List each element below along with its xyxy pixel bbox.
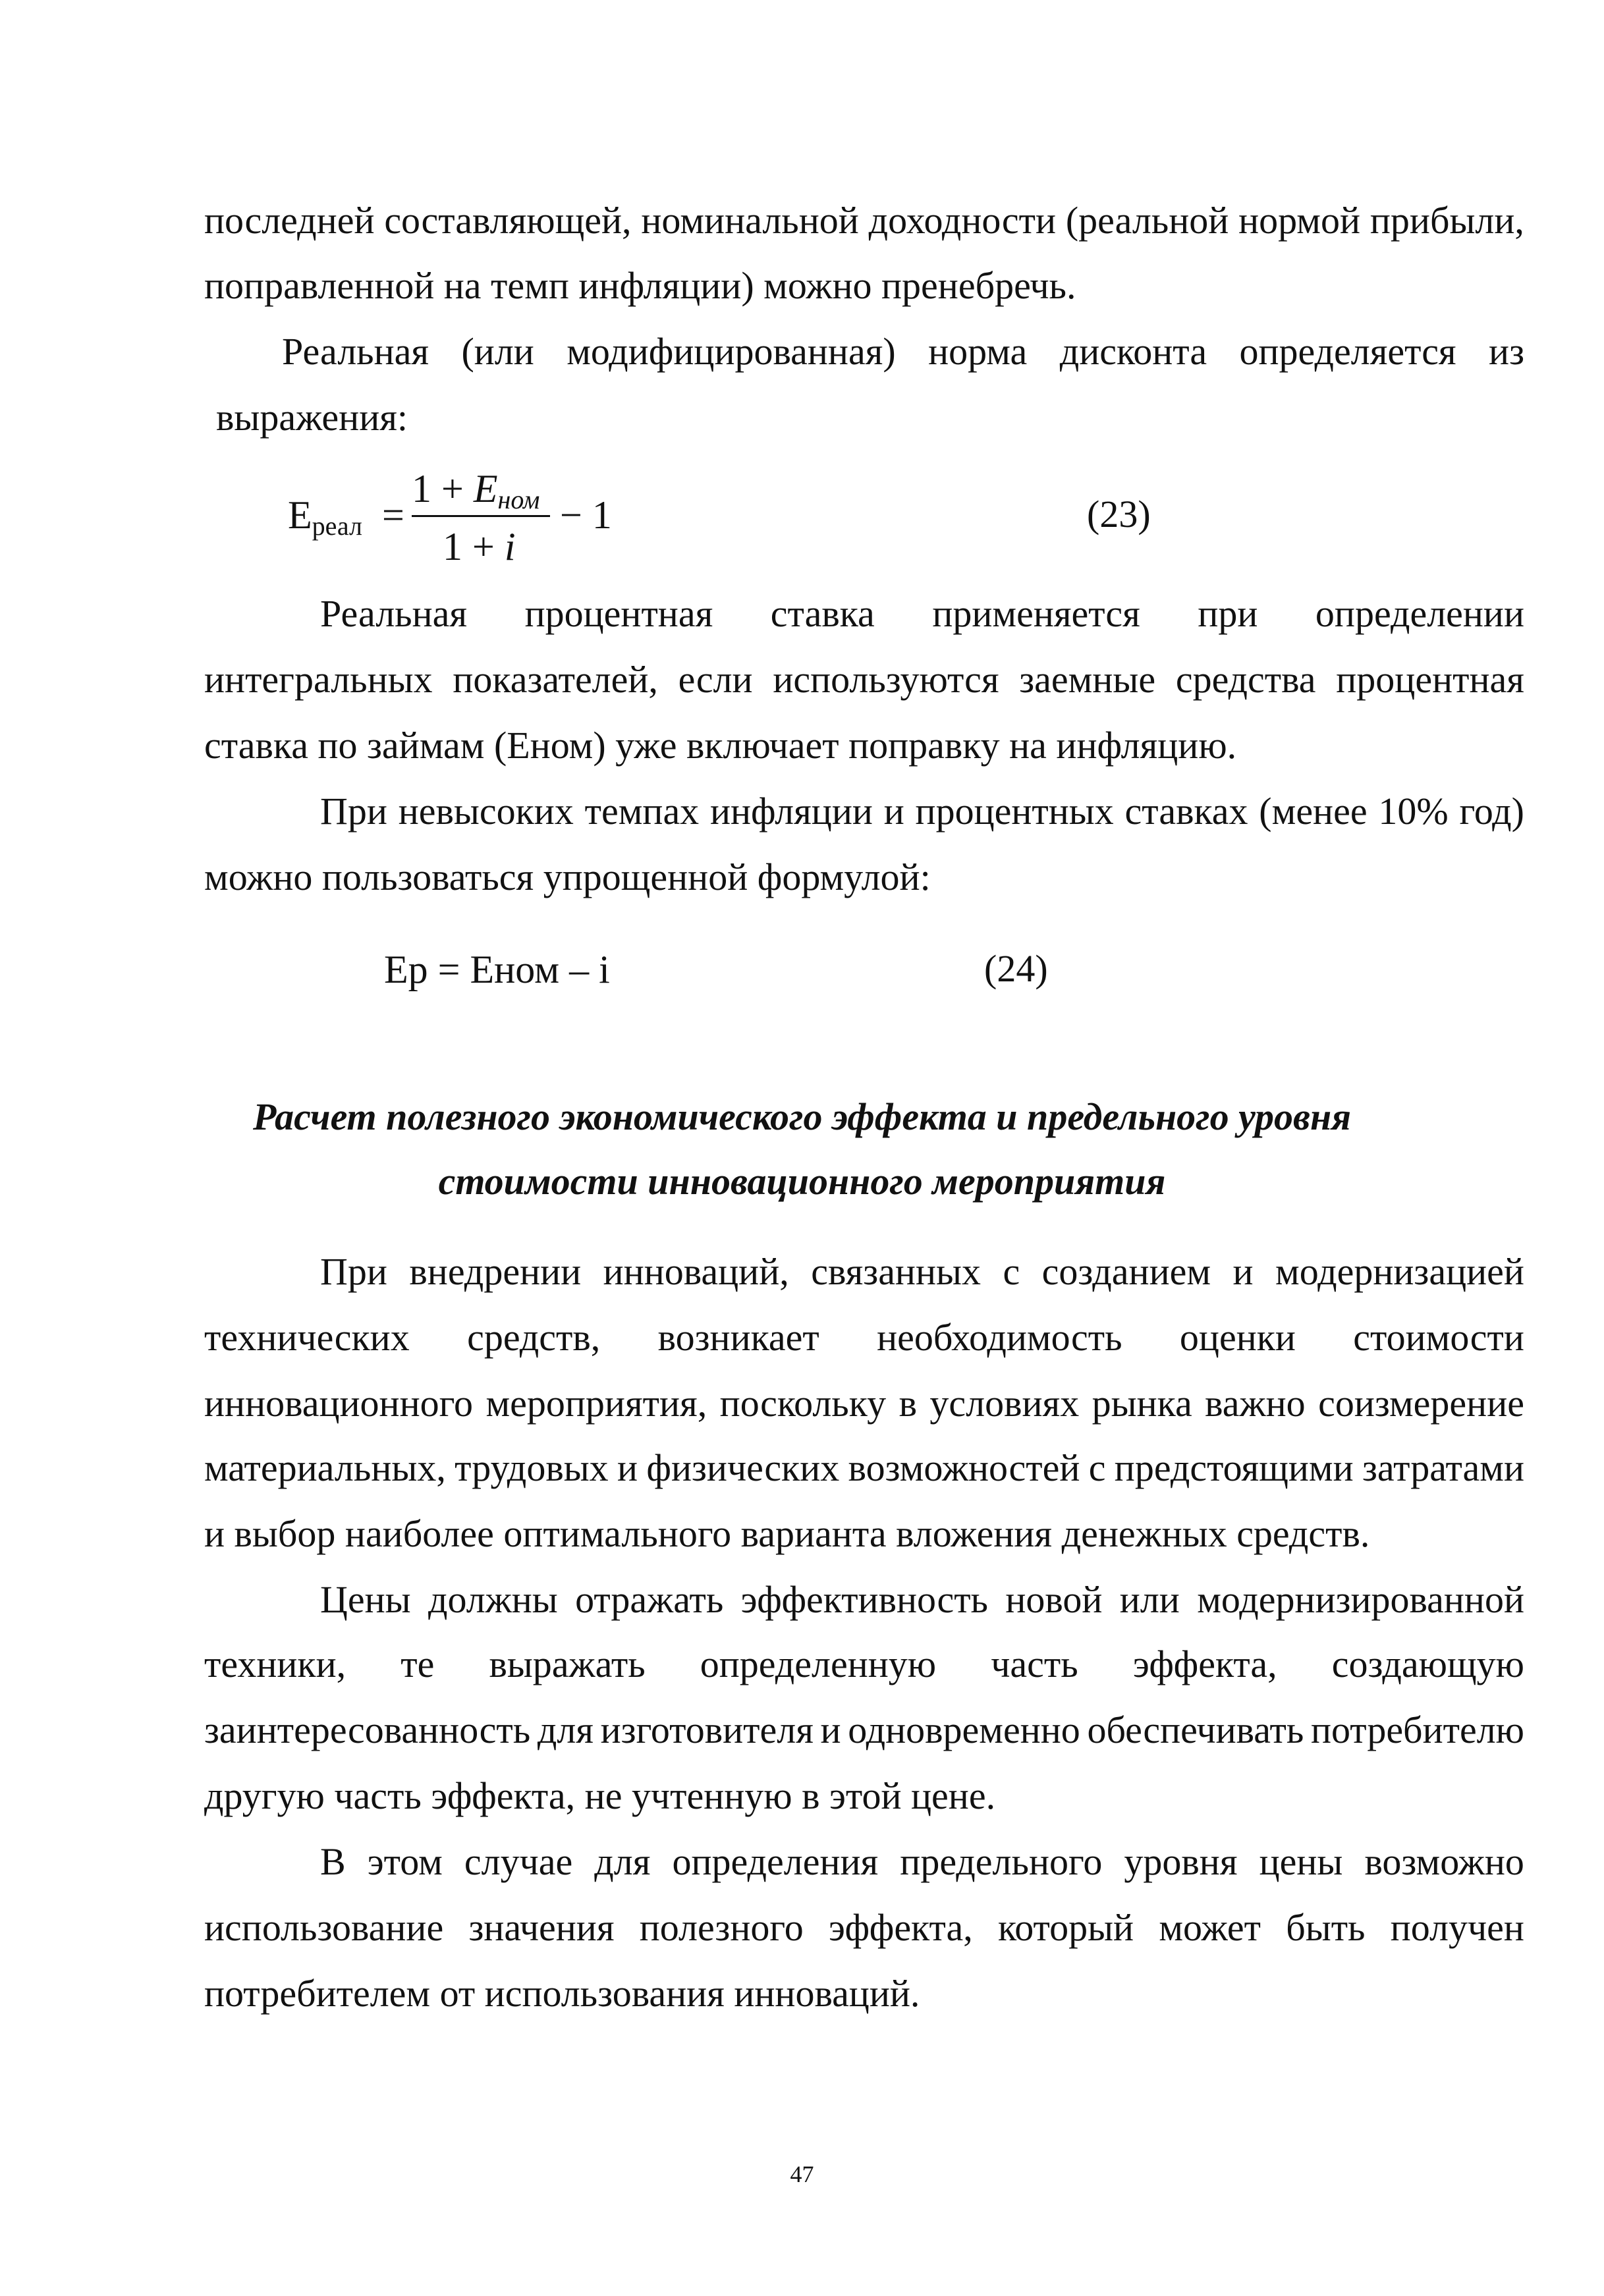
word: используются	[773, 658, 999, 701]
word: показателей,	[453, 658, 658, 701]
para6-line3	[204, 1708, 1524, 1751]
word: значения	[468, 1906, 615, 1949]
word: ставка	[770, 592, 875, 635]
word: для	[537, 1708, 594, 1751]
word: предстоящими	[1114, 1446, 1354, 1489]
para6-line1	[320, 1578, 1524, 1621]
word: темпах	[584, 790, 700, 833]
word: мероприятия,	[485, 1382, 707, 1425]
word: доходности	[868, 199, 1056, 242]
para5-line1	[320, 1250, 1524, 1293]
word: применяется	[932, 592, 1140, 635]
para7-line1	[320, 1840, 1524, 1883]
formula-23-lhs-sub: реал	[312, 511, 362, 541]
formula-23-lhs-letter: E	[288, 493, 312, 537]
word: год)	[1459, 790, 1524, 833]
word: трудовых	[455, 1446, 609, 1489]
word: те	[401, 1643, 435, 1685]
word: и	[883, 790, 904, 833]
word: физических	[646, 1446, 840, 1489]
formula-24: Ep = Еном – i	[384, 948, 610, 991]
para2-line1	[282, 330, 1524, 373]
word: средства	[1175, 658, 1316, 701]
word: модернизацией	[1275, 1250, 1524, 1293]
para1-line2: поправленной на темп инфляции) можно пренебречь.	[204, 264, 1076, 307]
word: техники,	[204, 1643, 346, 1685]
formula-23-denominator-one: 1 +	[443, 525, 505, 568]
para7-line2	[204, 1906, 1524, 1949]
word: с	[1003, 1250, 1020, 1293]
word: отражать	[575, 1578, 724, 1621]
word: (или	[461, 330, 534, 373]
formula-23-numerator	[412, 467, 540, 514]
formula-24-number: (24)	[984, 947, 1048, 990]
word: одновременно	[848, 1708, 1080, 1751]
word: определения	[672, 1840, 879, 1883]
word: созданием	[1041, 1250, 1211, 1293]
word: случае	[464, 1840, 573, 1883]
word: может	[1159, 1906, 1261, 1949]
word: процентных	[915, 790, 1114, 833]
formula-23-denominator	[443, 527, 516, 566]
word: дисконта	[1059, 330, 1207, 373]
para2-line2: выражения:	[216, 396, 408, 439]
word: норма	[928, 330, 1028, 373]
word: поскольку	[719, 1382, 887, 1425]
word: последней	[204, 199, 375, 242]
para3-line2	[204, 658, 1524, 701]
word: предельного	[900, 1840, 1103, 1883]
formula-23-lhs	[288, 493, 362, 541]
word: потребителю	[1310, 1708, 1524, 1751]
word: внедрении	[409, 1250, 582, 1293]
para6-line4: другую часть эффекта, не учтенную в этой цене.	[204, 1774, 996, 1817]
word: при	[1198, 592, 1258, 635]
para5-line2	[204, 1316, 1524, 1359]
word: материальных,	[204, 1446, 446, 1489]
word: При	[320, 790, 387, 833]
word: выражать	[489, 1643, 646, 1685]
word: (реальной	[1065, 199, 1229, 242]
word: в	[899, 1382, 917, 1425]
formula-23-number: (23)	[1087, 493, 1151, 535]
formula-23-numerator-sub: ном	[497, 485, 540, 514]
para7-line3: потребителем от использования инноваций.	[204, 1972, 920, 2015]
word: Реальная	[282, 330, 429, 373]
para4-line2: можно пользоваться упрощенной формулой:	[204, 856, 931, 898]
page-number: 47	[790, 2161, 814, 2187]
word: невысоких	[398, 790, 574, 833]
word: и	[1232, 1250, 1254, 1293]
word: обеспечивать	[1087, 1708, 1304, 1751]
word: модернизированной	[1197, 1578, 1524, 1621]
word: соизмерение	[1318, 1382, 1524, 1425]
formula-23-numerator-e: E	[473, 467, 498, 510]
word: технических	[204, 1316, 410, 1359]
word: важно	[1205, 1382, 1306, 1425]
word: для	[594, 1840, 651, 1883]
para5-line5: и выбор наиболее оптимального варианта вложения денежных средств.	[204, 1512, 1370, 1555]
formula-23-numerator-one: 1 +	[412, 467, 464, 510]
word: этом	[367, 1840, 443, 1883]
word: инновационного	[204, 1382, 473, 1425]
word: возможно	[1364, 1840, 1524, 1883]
word: необходимость	[877, 1316, 1122, 1359]
word: стоимости	[1353, 1316, 1524, 1359]
word: эффекта,	[828, 1906, 973, 1949]
word: заемные	[1019, 658, 1156, 701]
word: возможностей	[848, 1446, 1080, 1489]
word: заинтересованность	[204, 1708, 531, 1751]
word: ставках	[1124, 790, 1248, 833]
word: новой	[1005, 1578, 1103, 1621]
formula-23-fraction-bar	[412, 515, 550, 517]
word: номинальной	[641, 199, 859, 242]
word: прибыли,	[1369, 199, 1524, 242]
para4-line1	[320, 792, 1524, 831]
word: интегральных	[204, 658, 433, 701]
formula-23-denominator-i: i	[504, 525, 516, 568]
para5-line3	[204, 1384, 1524, 1423]
word: В	[320, 1840, 346, 1883]
word: Цены	[320, 1578, 411, 1621]
word: с	[1088, 1446, 1106, 1489]
word: эффекта,	[1132, 1643, 1277, 1685]
word: оценки	[1179, 1316, 1296, 1359]
word: уровня	[1124, 1840, 1238, 1883]
word: (менее	[1259, 790, 1368, 833]
para6-line2	[204, 1645, 1524, 1683]
formula-23-equals: =	[382, 493, 404, 537]
word: рынка	[1092, 1382, 1192, 1425]
word: часть	[991, 1643, 1078, 1685]
word: Реальная	[320, 592, 468, 635]
word: создающую	[1331, 1643, 1524, 1685]
word: определяется	[1239, 330, 1456, 373]
section-heading-line1: Расчет полезного экономического эффекта и предельного уровня	[252, 1095, 1352, 1138]
word: или	[1119, 1578, 1180, 1621]
word: изготовителя	[600, 1708, 814, 1751]
word: затратами	[1362, 1446, 1524, 1489]
word: составляющей,	[384, 199, 632, 242]
word: должны	[428, 1578, 558, 1621]
word: возникает	[657, 1316, 819, 1359]
word: быть	[1286, 1906, 1366, 1949]
word: получен	[1390, 1906, 1524, 1949]
word: который	[998, 1906, 1134, 1949]
para3-line1	[320, 592, 1524, 635]
word: цены	[1259, 1840, 1343, 1883]
word: средств,	[467, 1316, 601, 1359]
word: инфляции	[709, 790, 873, 833]
section-heading-line2: стоимости инновационного мероприятия	[438, 1160, 1166, 1203]
word: из	[1489, 330, 1524, 373]
word: нормой	[1238, 199, 1361, 242]
word: использование	[204, 1906, 444, 1949]
word: 10%	[1378, 790, 1449, 833]
word: процентная	[1336, 658, 1524, 701]
word: связанных	[811, 1250, 981, 1293]
word: модифицированная)	[567, 330, 896, 373]
word: и	[820, 1708, 841, 1751]
para3-line3: ставка по займам (Еном) уже включает поправку на инфляцию.	[204, 724, 1237, 767]
word: условиях	[929, 1382, 1080, 1425]
word: эффективность	[740, 1578, 988, 1621]
word: При	[320, 1250, 387, 1293]
word: процентная	[524, 592, 713, 635]
word: определении	[1315, 592, 1524, 635]
formula-23-minus-one: − 1	[560, 493, 612, 537]
para1-line1	[204, 199, 1524, 242]
word: если	[678, 658, 753, 701]
word: полезного	[639, 1906, 804, 1949]
word: инноваций,	[603, 1250, 789, 1293]
word: и	[617, 1446, 638, 1489]
word: определенную	[700, 1643, 937, 1685]
para5-line4	[204, 1446, 1524, 1489]
